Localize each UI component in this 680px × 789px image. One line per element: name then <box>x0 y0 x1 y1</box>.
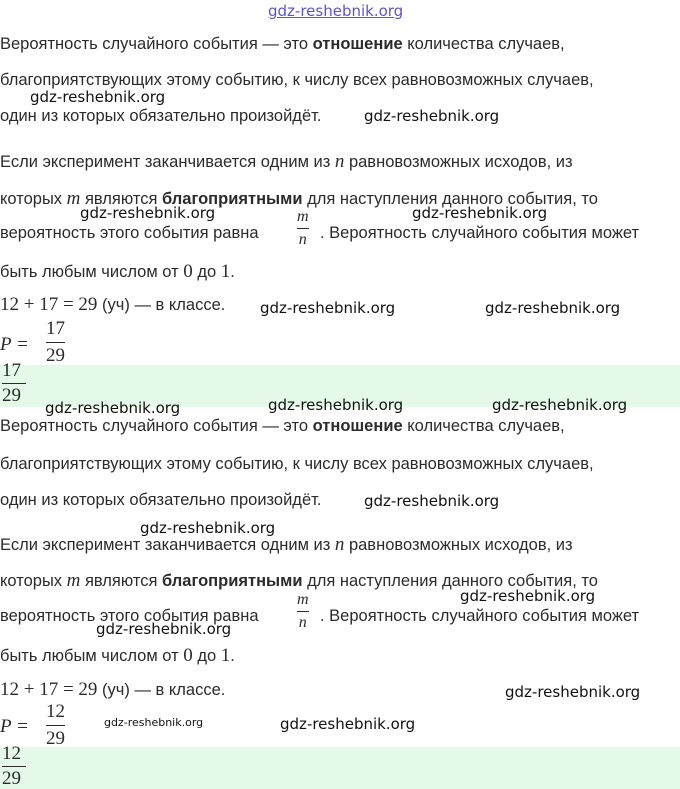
watermark-top[interactable]: gdz-reshebnik.org <box>268 2 404 20</box>
answer-band-2 <box>0 747 680 789</box>
definition-line-7: быть любым числом от 0 до 1. <box>0 261 235 282</box>
solution1-sum: 12 + 17 = 29 (уч) — в классе. <box>0 294 226 315</box>
watermark: gdz-reshebnik.org <box>505 683 641 701</box>
definition2-line-4: Если эксперимент заканчивается одним из n равновозможных исходов, из <box>0 534 573 555</box>
watermark: gdz-reshebnik.org <box>96 620 232 638</box>
answer-1-clip <box>0 360 40 407</box>
solution1-p-fraction: 17 29 <box>46 318 65 365</box>
watermark: gdz-reshebnik.org <box>140 519 276 537</box>
solution1-p-fraction-clip <box>40 318 80 365</box>
definition-line-1: Вероятность случайного события — это отношение количества случаев, <box>0 35 565 53</box>
definition-line-5: которых m являются благоприятными для наступления данного события, то <box>0 188 598 209</box>
definition-line-2: благоприятствующих этому событию, к числу всех равновозможных случаев, <box>0 71 594 89</box>
definition2-line-2: благоприятствующих этому событию, к числу всех равновозможных случаев, <box>0 455 594 473</box>
definition-line-3: один из которых обязательно произойдёт. <box>0 107 322 125</box>
definition2-line-7: быть любым числом от 0 до 1. <box>0 645 235 666</box>
watermark: gdz-reshebnik.org <box>460 587 596 605</box>
watermark: gdz-reshebnik.org <box>412 204 548 222</box>
watermark: gdz-reshebnik.org <box>280 715 416 733</box>
watermark: gdz-reshebnik.org <box>364 107 500 125</box>
watermark: gdz-reshebnik.org <box>45 399 181 417</box>
watermark: gdz-reshebnik.org <box>260 299 396 317</box>
watermark: gdz-reshebnik.org <box>485 299 621 317</box>
solution1-p-label: P = <box>0 334 29 355</box>
watermark: gdz-reshebnik.org <box>268 396 404 414</box>
definition-line-4: Если эксперимент заканчивается одним из n равновозможных исходов, из <box>0 151 573 172</box>
answer-2-clip <box>0 743 40 789</box>
definition-line-6-post: . Вероятность случайного события может <box>320 224 640 242</box>
definition2-line-6-pre: вероятность этого события равна <box>0 607 259 625</box>
definition2-line-3: один из которых обязательно произойдёт. <box>0 491 322 509</box>
watermark: gdz-reshebnik.org <box>30 88 166 106</box>
definition-line-6-pre: вероятность этого события равна <box>0 224 259 242</box>
solution2-p-fraction-clip <box>40 701 80 747</box>
answer-2-fraction: 12 29 <box>2 743 26 789</box>
solution2-p-fraction: 12 29 <box>46 701 65 747</box>
definition2-line-1: Вероятность случайного события — это отношение количества случаев, <box>0 417 565 435</box>
watermark: gdz-reshebnik.org <box>364 492 500 510</box>
definition2-line-6-post: . Вероятность случайного события может <box>320 607 640 625</box>
watermark: gdz-reshebnik.org <box>80 204 216 222</box>
definition2-line-5: которых m являются благоприятными для наступления данного события, то <box>0 570 598 591</box>
watermark: gdz-reshebnik.org <box>492 396 628 414</box>
watermark-small: gdz-reshebnik.org <box>104 716 204 729</box>
answer-1-fraction: 17 29 <box>2 360 26 407</box>
solution2-sum: 12 + 17 = 29 (уч) — в классе. <box>0 679 226 700</box>
solution2-p-label: P = <box>0 716 29 737</box>
fraction-m-over-n: m n <box>297 208 309 248</box>
fraction2-m-over-n: m n <box>297 591 309 631</box>
